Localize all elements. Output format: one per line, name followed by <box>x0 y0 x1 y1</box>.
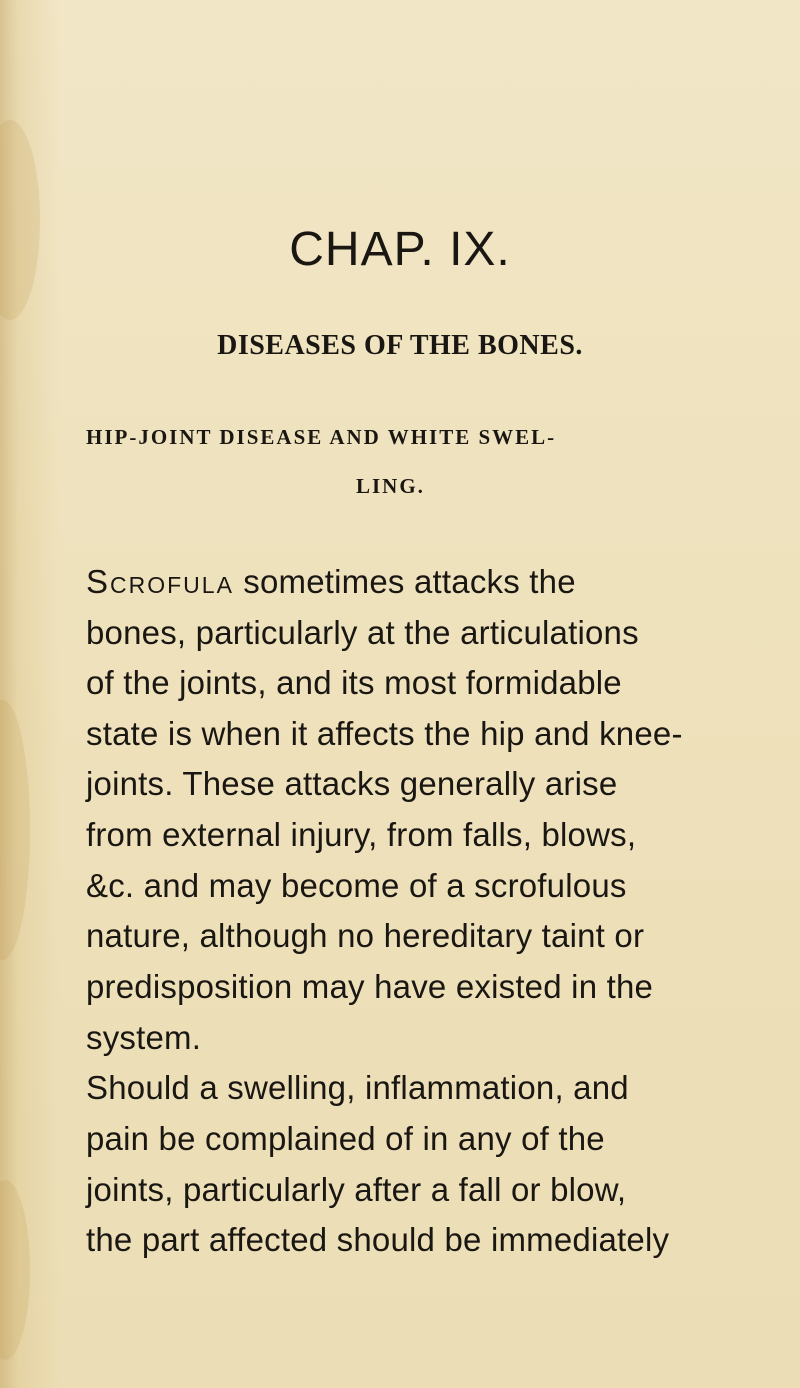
body-line: joints, particularly after a fall or blow, <box>86 1171 627 1208</box>
body-line: from external injury, from falls, blows, <box>86 816 637 853</box>
body-line: the part affected should be immediately <box>86 1221 670 1258</box>
body-line <box>86 562 726 602</box>
body-line: &c. and may become of a scrofulous <box>86 867 627 904</box>
body-line: nature, although no hereditary taint or <box>86 917 645 954</box>
paper-stain <box>0 1180 30 1360</box>
body-line: state is when it affects the hip and knee- <box>86 715 683 752</box>
paper-stain <box>0 120 40 320</box>
paper-stain <box>0 700 30 960</box>
lead-word: Scrofula <box>86 563 234 600</box>
section-heading-line-2: LING. <box>356 474 425 498</box>
body-line: pain be complained of in any of the <box>86 1120 605 1157</box>
body-line: predisposition may have existed in the <box>86 968 654 1005</box>
body-line: system. <box>86 1019 202 1056</box>
body-line: bones, particularly at the articulations <box>86 614 639 651</box>
body-text: sometimes attacks the <box>233 563 576 600</box>
body-line: joints. These attacks generally arise <box>86 765 618 802</box>
subject-title: DISEASES OF THE BONES. <box>217 330 583 361</box>
section-heading-line-1: HIP-JOINT DISEASE AND WHITE SWEL- <box>86 425 557 449</box>
body-line: of the joints, and its most formidable <box>86 664 622 701</box>
body-line: Should a swelling, inflammation, and <box>86 1069 629 1106</box>
chapter-title: CHAP. IX. <box>289 223 511 276</box>
